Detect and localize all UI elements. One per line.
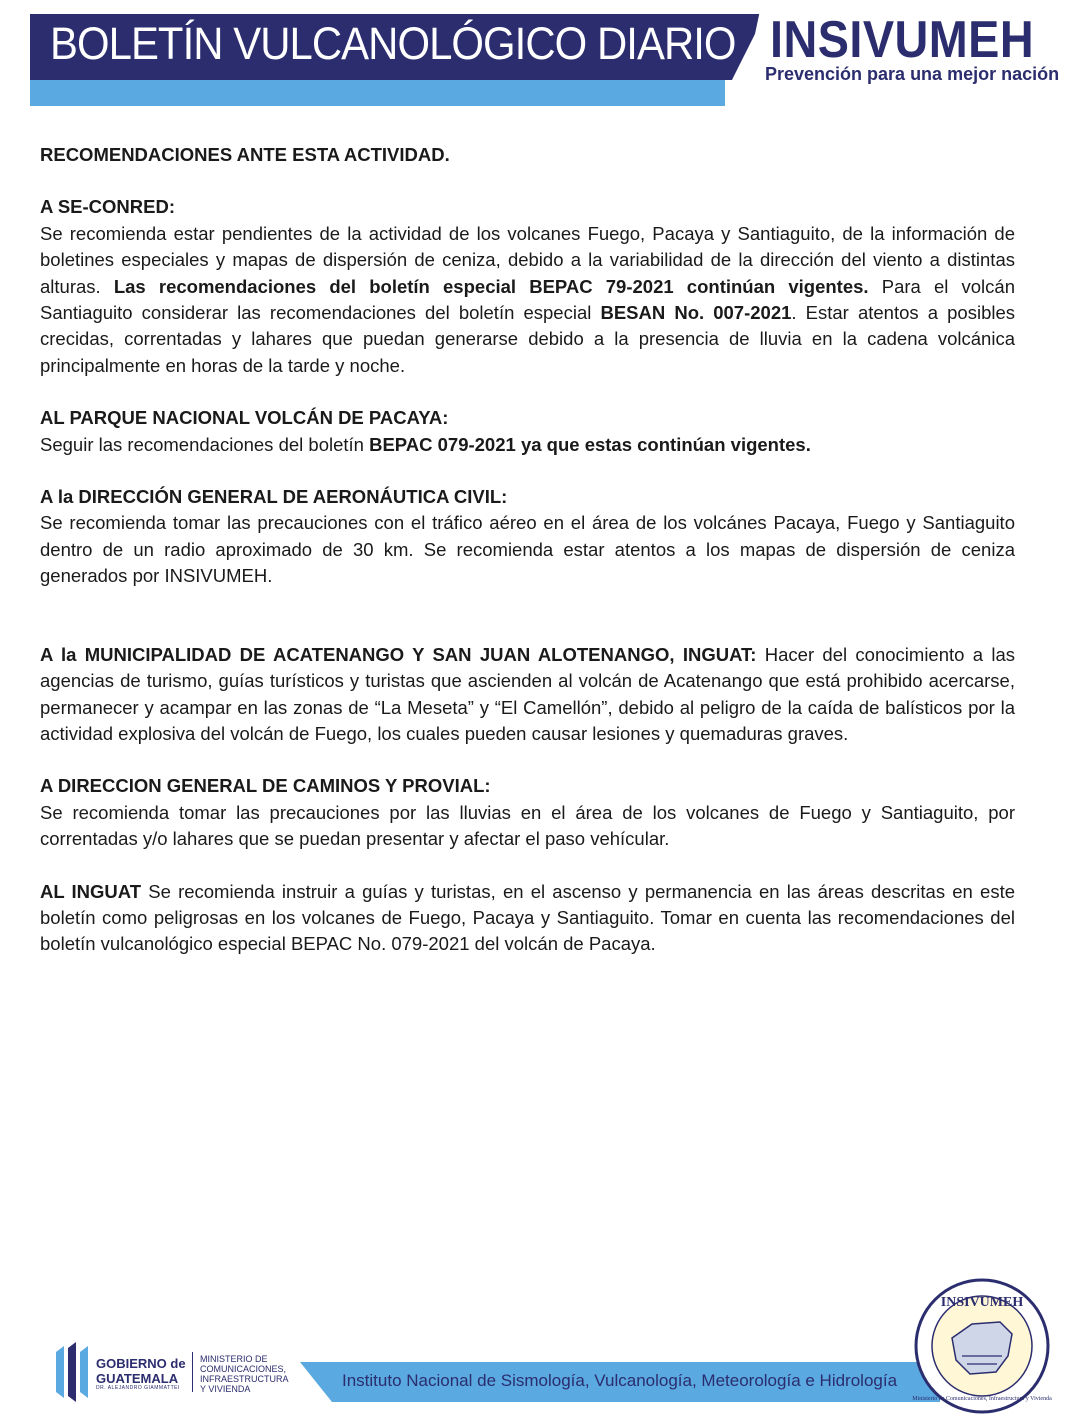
section-title-caminos: A DIRECCION GENERAL DE CAMINOS Y PROVIAL: [40,775,491,797]
section-title-conred: A SE-CONRED: [40,196,175,218]
svg-text:INSIVUMEH: INSIVUMEH [940,1295,1024,1310]
brand-tagline: Prevención para una mejor nación [765,64,1060,84]
insivumeh-seal-icon [912,1276,1052,1416]
government-logo-icon [56,1342,90,1402]
section-municipalidad: A la MUNICIPALIDAD DE ACATENANGO Y SAN JUAN ALOTENANGO, INGUAT: Hacer del conocimiento a las agencias de turismo, guías turísticos y turistas que ascienden al volcán de Acatenango que está prohibido acercarse, permanecer y acampar en las zonas de “La Meseta” y “El Camellón”, debido al peligro de la caída de balísticos por la actividad explosiva del volcán de Fuego, los cuales pueden causar lesiones y quemaduras graves. [40,643,1015,744]
bulletin-body [40,142,1015,958]
section-text-parque: Seguir las recomendaciones del boletín BEPAC 079-2021 ya que estas continúan vigentes. [40,433,811,455]
section-title-inguat: AL INGUAT [40,880,142,902]
brand-logo-text: INSIVUMEH [770,11,1035,69]
ministry-name: MINISTERIO DE COMUNICACIONES, INFRAESTRUCTURA Y VIVIENDA [200,1354,289,1394]
svg-text:Ministerio de Comunicaciones,: Ministerio de Comunicaciones, Infraestructura y Vivienda [912,1396,1052,1402]
institute-name: Instituto Nacional de Sismología, Vulcanología, Meteorología e Hidrología [342,1371,898,1390]
section-text-caminos: Se recomienda tomar las precauciones por las lluvias en el área de los volcanes de Fuego y Santiaguito, por correntadas y/o lahares que se puedan presentar y afectar el paso vehícular. [40,801,1015,850]
section-inguat: AL INGUAT Se recomienda instruir a guías y turistas, en el ascenso y permanencia en las áreas descritas en este boletín como peligrosas en los volcanes de Fuego, Pacaya y Santiaguito. Tomar en cuenta las recomendaciones del boletín vulcanológico especial BEPAC No. 079-2021 del volcán de Pacaya. [40,880,1015,955]
government-subtitle: DR. ALEJANDRO GIAMMATTEI [96,1385,180,1391]
footer-divider [192,1352,193,1392]
government-name: GOBIERNO de GUATEMALA [96,1356,186,1386]
section-text-conred: Se recomienda estar pendientes de la actividad de los volcanes Fuego, Pacaya y Santiaguito, de la información de boletines especiales y mapas de dispersión de ceniza, debido a la variabilidad de la dirección del viento a distintas alturas. Las recomendaciones del boletín especial BEPAC 79-2021 continúan vigentes. Para el volcán Santiaguito considerar las recomendaciones del boletín especial BESAN No. 007-2021. Estar atentos a posibles crecidas, correntadas y lahares que puedan generarse debido a la presencia de lluvia en la cadena volcánica principalmente en horas de la tarde y noche. [40,222,1016,376]
section-title-parque: AL PARQUE NACIONAL VOLCÁN DE PACAYA: [40,407,449,429]
page-heading: RECOMENDACIONES ANTE ESTA ACTIVIDAD. [40,144,450,165]
section-title-aeronautica: A la DIRECCIÓN GENERAL DE AERONÁUTICA CIVIL: [40,486,508,508]
bulletin-title: BOLETÍN VULCANOLÓGICO DIARIO [50,18,736,69]
section-text-aeronautica: Se recomienda tomar las precauciones con el tráfico aéreo en el área de los volcánes Pacaya, Fuego y Santiaguito dentro de un radio aproximado de 30 km. Se recomienda estar atentos a los mapas de dispersión de ceniza generados por INSIVUMEH. [40,512,1015,587]
section-title-municipalidad: A la MUNICIPALIDAD DE ACATENANGO Y SAN JUAN ALOTENANGO, INGUAT: [40,643,757,665]
